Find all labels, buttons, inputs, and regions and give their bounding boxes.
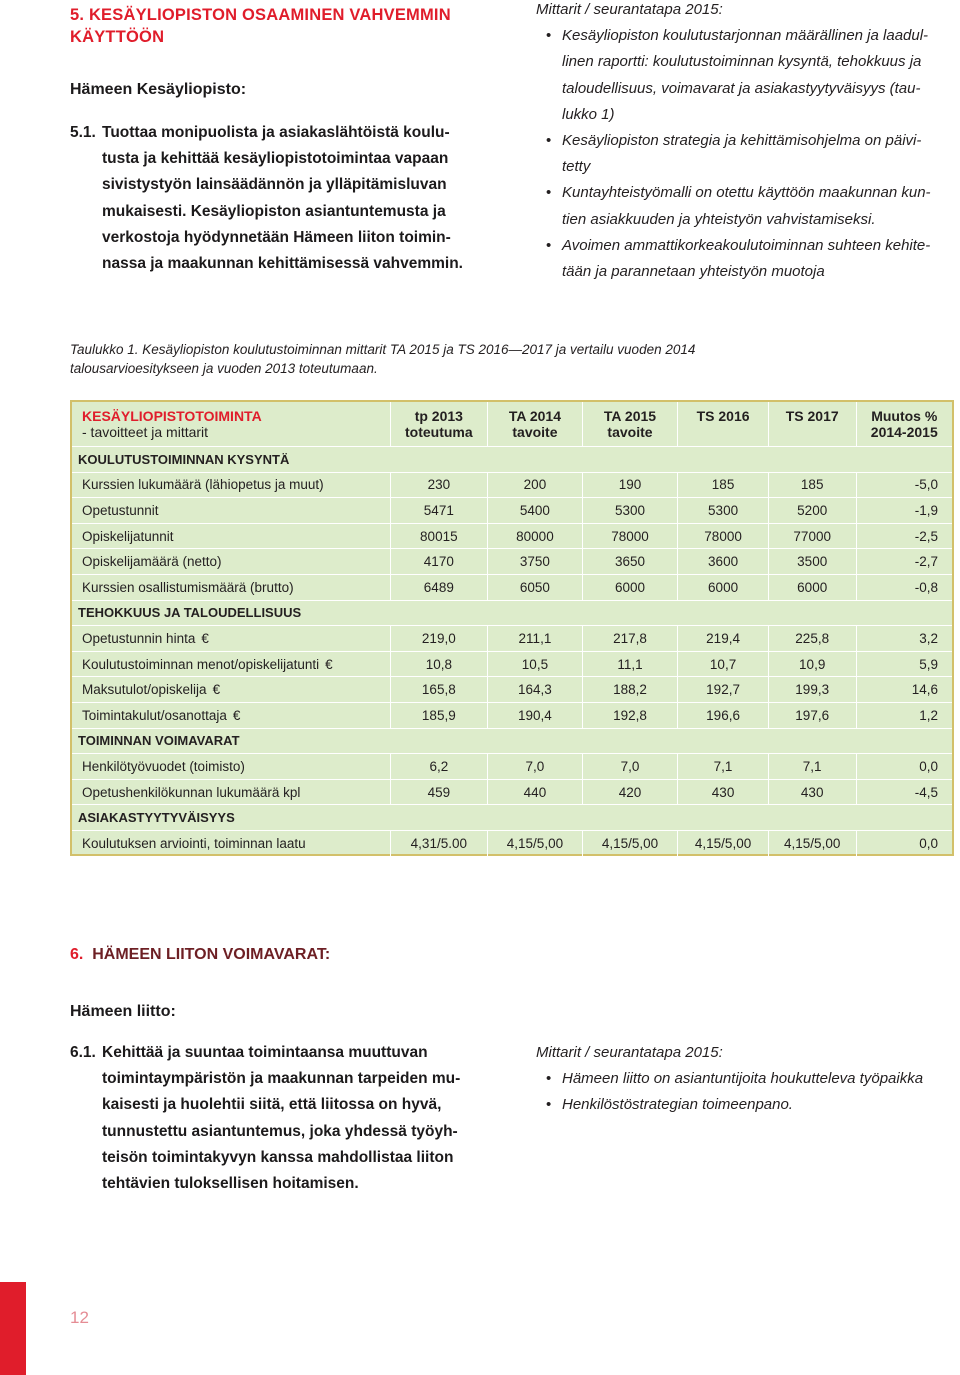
metrics-list (536, 1066, 956, 1118)
euro-unit: € (212, 682, 221, 698)
column-header: TS 2016 (678, 402, 769, 447)
table-cell: 4,15/5,00 (583, 831, 679, 857)
metrics-item: • Avoimen ammattikorkeakoulutoiminnan suhteen kehite- tään ja parannetaan yhteistyön muotoja (536, 233, 956, 285)
metrics-item: • Kesäyliopiston koulutustarjonnan määrällinen ja laadul- linen raportti: koulutustoiminnan kysyntä, tehokkuus ja taloudellisuus, voimavarat ja asiakastyytyväisyys (tau- lukko 1) (536, 23, 956, 128)
table-cell: 10,5 (488, 652, 583, 678)
category-label: KOULUTUSTOIMINNAN KYSYNTÄ (72, 447, 952, 473)
caption-line: talousarvioesitykseen ja vuoden 2013 toteutumaan. (70, 361, 378, 376)
table-cell: 78000 (583, 524, 679, 550)
goal-6-1-line: 6.1. Kehittää ja suuntaa toimintaansa muuttuvan (70, 1040, 510, 1066)
goal-6-1-line: kaisesti ja huolehtii siitä, että liitossa on hyvä, (102, 1096, 442, 1114)
header-subtitle: - tavoitteet ja mittarit (82, 424, 209, 440)
table-cell: 7,1 (678, 754, 769, 780)
table-cell: 14,6 (857, 677, 952, 703)
table-cell: -5,0 (857, 473, 952, 499)
row-label-cell (72, 524, 391, 550)
metrics-item: • Henkilöstöstrategian toimeenpano. (536, 1092, 956, 1118)
table-row (72, 524, 952, 550)
section-5-title-line2: KÄYTTÖÖN (70, 28, 165, 46)
column-header: TA 2015 tavoite (583, 402, 679, 447)
table-category-row (72, 805, 952, 831)
table-cell: 77000 (769, 524, 857, 550)
table-cell: -2,5 (857, 524, 952, 550)
table-cell: 164,3 (488, 677, 583, 703)
row-label: Kurssien lukumäärä (lähiopetus ja muut) (82, 477, 324, 493)
row-label: Opetustunnin hinta (82, 630, 196, 646)
table-cell: 6000 (583, 575, 679, 601)
euro-unit: € (325, 656, 333, 672)
row-label: Opetushenkilökunnan lukumäärä kpl (82, 784, 301, 800)
euro-unit: € (201, 630, 209, 646)
table-row (72, 575, 952, 601)
table-row (72, 677, 952, 703)
table-row (72, 652, 952, 678)
table-category-row (72, 447, 952, 473)
table-cell: 192,8 (583, 703, 679, 729)
row-label: Toimintakulut/osanottaja (82, 707, 227, 723)
table-cell: 80000 (488, 524, 583, 550)
table-row (72, 831, 952, 857)
metrics-heading: Mittarit / seurantatapa 2015: (536, 1, 723, 18)
table-cell: 10,7 (678, 652, 769, 678)
goal-5-1-line: verkostoja hyödynnetään Hämeen liiton toimin- (102, 228, 451, 246)
table-cell: 7,0 (583, 754, 679, 780)
table-row (72, 498, 952, 524)
row-label-cell (72, 780, 391, 806)
row-label: Henkilötyövuodet (toimisto) (82, 758, 245, 774)
table-cell: 190,4 (488, 703, 583, 729)
row-label: Opiskelijamäärä (netto) (82, 554, 222, 570)
euro-unit: € (232, 707, 241, 723)
table-cell: 440 (488, 780, 583, 806)
metrics-item: • Hämeen liitto on asiantuntijoita houkutteleva työpaikka (536, 1066, 956, 1092)
table-cell: 6050 (488, 575, 583, 601)
goal-6-1-line: tehtävien tuloksellisen hoitamisen. (102, 1175, 359, 1193)
table-cell: 3750 (488, 549, 583, 575)
table-row (72, 549, 952, 575)
header-title: KESÄYLIOPISTOTOIMINTA (82, 408, 262, 424)
section-5-title-line1: 5. KESÄYLIOPISTON OSAAMINEN VAHVEMMIN (70, 6, 451, 24)
section-6-number: 6. (70, 946, 84, 963)
header-label-cell (72, 402, 391, 447)
row-label: Koulutustoiminnan menot/opiskelijatunti (82, 656, 320, 672)
table-cell: -1,9 (857, 498, 952, 524)
row-label-cell (72, 498, 391, 524)
metrics-table (70, 400, 954, 856)
goal-6-1-line: tunnustettu asiantuntemus, joka yhdessä työyh- (102, 1122, 458, 1140)
table-cell: 6489 (391, 575, 489, 601)
table-cell: 5,9 (857, 652, 952, 678)
metrics-heading: Mittarit / seurantatapa 2015: (536, 1044, 723, 1061)
metrics-item: • Kesäyliopiston strategia ja kehittämisohjelma on päivi- tetty (536, 128, 956, 180)
table-cell: 6,2 (391, 754, 489, 780)
table-cell: 211,1 (488, 626, 583, 652)
table-cell: 4170 (391, 549, 489, 575)
row-label-cell (72, 575, 391, 601)
page-marker-bar (0, 1282, 26, 1375)
section-5-title (70, 4, 490, 48)
table-cell: 430 (769, 780, 857, 806)
table-header-row (72, 402, 952, 447)
table-cell: 185,9 (391, 703, 489, 729)
table-cell: 188,2 (583, 677, 679, 703)
section-5-org: Hämeen Kesäyliopisto: (70, 81, 247, 98)
table-cell: 5200 (769, 498, 857, 524)
table-cell: 0,0 (857, 831, 952, 857)
category-label: TOIMINNAN VOIMAVARAT (72, 729, 952, 755)
table-row (72, 754, 952, 780)
table-cell: -2,7 (857, 549, 952, 575)
metrics-5 (536, 0, 956, 285)
caption-line: Taulukko 1. Kesäyliopiston koulutustoiminnan mittarit TA 2015 ja TS 2016—2017 ja vertailu vuoden 2014 (70, 342, 696, 357)
table-cell: 217,8 (583, 626, 679, 652)
goal-number: 6.1. (70, 1044, 96, 1061)
column-header: TA 2014 tavoite (488, 402, 583, 447)
table-cell: 4,15/5,00 (488, 831, 583, 857)
goal-5-1-line: sivistystyön lainsäädännön ja ylläpitämisluvan (102, 176, 447, 194)
goal-5-1-line: 5.1. Tuottaa monipuolista ja asiakaslähtöistä koulu- (70, 120, 510, 146)
table-cell: 5471 (391, 498, 489, 524)
table-cell: 199,3 (769, 677, 857, 703)
page-number: 12 (70, 1308, 89, 1327)
table-cell: 219,4 (678, 626, 769, 652)
metrics-list (536, 23, 956, 285)
goal-6-1 (70, 1040, 510, 1197)
column-header: TS 2017 (769, 402, 857, 447)
row-label-cell (72, 831, 391, 857)
row-label: Opetustunnit (82, 502, 159, 518)
section-6-title (70, 944, 490, 966)
table-cell: 6000 (678, 575, 769, 601)
table-cell: 4,15/5,00 (678, 831, 769, 857)
table-cell: 197,6 (769, 703, 857, 729)
row-label-cell (72, 754, 391, 780)
row-label: Maksutulot/opiskelija (82, 682, 207, 698)
goal-6-1-line: teisön toimintakyvyn kanssa mahdollistaa liiton (102, 1148, 454, 1166)
table-cell: 10,9 (769, 652, 857, 678)
metrics-6 (536, 1040, 956, 1119)
table-cell: 80015 (391, 524, 489, 550)
table-cell: 165,8 (391, 677, 489, 703)
section-6-org: Hämeen liitto: (70, 1003, 176, 1020)
table-cell: 11,1 (583, 652, 679, 678)
table-cell: 219,0 (391, 626, 489, 652)
table-cell: 420 (583, 780, 679, 806)
table-cell: 200 (488, 473, 583, 499)
table-cell: 196,6 (678, 703, 769, 729)
row-label-cell (72, 549, 391, 575)
table-category-row (72, 729, 952, 755)
table-cell: 1,2 (857, 703, 952, 729)
metrics-item: • Kuntayhteistyömalli on otettu käyttöön maakunnan kun- tien asiakkuuden ja yhteistyön vahvistamiseksi. (536, 180, 956, 232)
row-label-cell (72, 652, 391, 678)
category-label: ASIAKASTYYTYVÄISYYS (72, 805, 952, 831)
row-label-cell (72, 677, 391, 703)
table-cell: 225,8 (769, 626, 857, 652)
table-cell: 4,15/5,00 (769, 831, 857, 857)
column-header: tp 2013 toteutuma (391, 402, 489, 447)
table-caption (70, 340, 770, 378)
table-cell: 192,7 (678, 677, 769, 703)
table-row (72, 780, 952, 806)
table-cell: 459 (391, 780, 489, 806)
row-label: Opiskelijatunnit (82, 528, 174, 544)
goal-6-1-line: toimintaympäristön ja maakunnan tarpeiden mu- (102, 1070, 461, 1088)
table-cell: 5400 (488, 498, 583, 524)
row-label: Kurssien osallistumismäärä (brutto) (82, 579, 294, 595)
column-header: Muutos % 2014-2015 (857, 402, 952, 447)
row-label-cell (72, 626, 391, 652)
table-row (72, 473, 952, 499)
table-cell: 185 (678, 473, 769, 499)
row-label-cell (72, 473, 391, 499)
goal-5-1-line: nassa ja maakunnan kehittämisessä vahvemmin. (102, 255, 463, 273)
table-cell: 3600 (678, 549, 769, 575)
table-cell: 185 (769, 473, 857, 499)
table-cell: 4,31/5.00 (391, 831, 489, 857)
row-label-cell (72, 703, 391, 729)
table-cell: 3,2 (857, 626, 952, 652)
table-cell: 3650 (583, 549, 679, 575)
table-cell: 230 (391, 473, 489, 499)
goal-number: 5.1. (70, 124, 96, 141)
table-cell: 430 (678, 780, 769, 806)
metrics-table-grid (72, 402, 952, 857)
table-row (72, 703, 952, 729)
table-cell: 10,8 (391, 652, 489, 678)
table-category-row (72, 601, 952, 627)
table-cell: 6000 (769, 575, 857, 601)
category-label: TEHOKKUUS JA TALOUDELLISUUS (72, 601, 952, 627)
table-cell: 7,1 (769, 754, 857, 780)
table-row (72, 626, 952, 652)
table-cell: -4,5 (857, 780, 952, 806)
table-cell: 5300 (678, 498, 769, 524)
section-6-heading: HÄMEEN LIITON VOIMAVARAT: (92, 946, 331, 963)
table-cell: 78000 (678, 524, 769, 550)
table-cell: 0,0 (857, 754, 952, 780)
goal-5-1 (70, 120, 510, 277)
table-cell: 190 (583, 473, 679, 499)
goal-5-1-line: mukaisesti. Kesäyliopiston asiantuntemusta ja (102, 202, 446, 220)
row-label: Koulutuksen arviointi, toiminnan laatu (82, 835, 306, 851)
table-cell: 7,0 (488, 754, 583, 780)
table-cell: 3500 (769, 549, 857, 575)
table-cell: 5300 (583, 498, 679, 524)
table-cell: -0,8 (857, 575, 952, 601)
goal-5-1-line: tusta ja kehittää kesäyliopistotoimintaa vapaan (102, 150, 449, 168)
